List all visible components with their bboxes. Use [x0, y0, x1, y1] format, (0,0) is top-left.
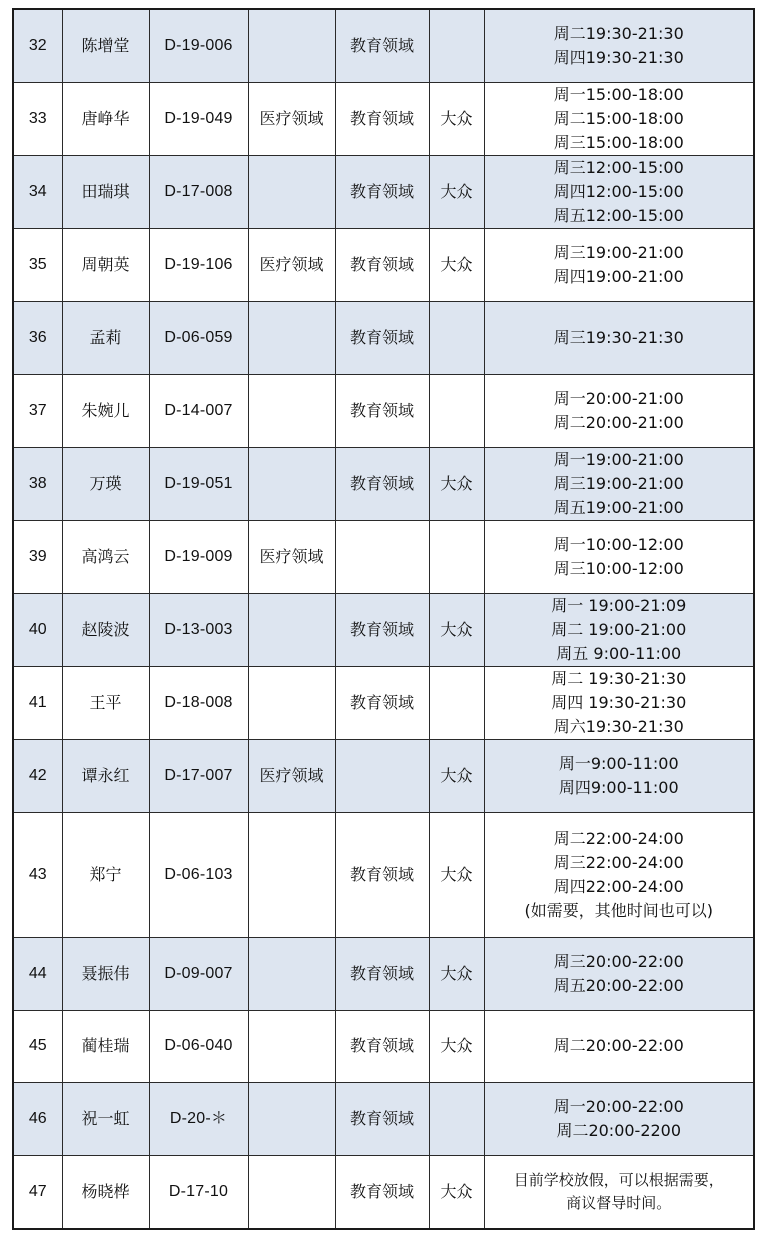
- public-field: 大众: [429, 82, 484, 155]
- supervisor-code: D-19-049: [149, 82, 248, 155]
- public-field: 大众: [429, 812, 484, 937]
- schedule-line: 周四19:00-21:00: [553, 266, 684, 286]
- supervisor-name: 聂振伟: [62, 937, 149, 1010]
- supervisor-name: 周朝英: [62, 228, 149, 301]
- schedule-note: 目前学校放假，可以根据需要，: [513, 1170, 724, 1189]
- schedule-line: 周六19:30-21:30: [553, 716, 684, 736]
- row-number: 32: [13, 9, 62, 82]
- schedule-line: 周二 19:00-21:00: [551, 619, 687, 639]
- medical-field: [248, 1155, 335, 1229]
- table-row: [13, 937, 754, 1010]
- medical-field: [248, 155, 335, 228]
- row-number: 41: [13, 666, 62, 739]
- schedule-line: 周四12:00-15:00: [553, 181, 684, 201]
- public-field: 大众: [429, 155, 484, 228]
- education-field: 教育领域: [335, 1082, 429, 1155]
- schedule-cell: [484, 593, 754, 666]
- supervisor-name: 唐峥华: [62, 82, 149, 155]
- schedule-line: 周一19:00-21:00: [553, 449, 684, 469]
- supervisor-code: D-17-10: [149, 1155, 248, 1229]
- medical-field: 医疗领域: [248, 228, 335, 301]
- schedule-line: 周三19:00-21:00: [553, 242, 684, 262]
- schedule-line: 周三12:00-15:00: [553, 157, 684, 177]
- supervisor-code: D-17-007: [149, 739, 248, 812]
- supervisor-name: 蔺桂瑞: [62, 1010, 149, 1082]
- row-number: 35: [13, 228, 62, 301]
- schedule-cell: [484, 301, 754, 374]
- public-field: [429, 9, 484, 82]
- schedule-line: 周一9:00-11:00: [558, 753, 679, 773]
- supervisor-name: 万瑛: [62, 447, 149, 520]
- public-field: [429, 1082, 484, 1155]
- supervisor-code: D-06-059: [149, 301, 248, 374]
- schedule-note: (如需要，其他时间也可以): [524, 900, 713, 920]
- public-field: 大众: [429, 1010, 484, 1082]
- public-field: 大众: [429, 447, 484, 520]
- education-field: 教育领域: [335, 228, 429, 301]
- schedule-line: 周四 19:30-21:30: [551, 692, 687, 712]
- row-number: 44: [13, 937, 62, 1010]
- schedule-line: 周四9:00-11:00: [558, 777, 679, 797]
- table-row: [13, 593, 754, 666]
- row-number: 39: [13, 520, 62, 593]
- supervisor-name: 祝一虹: [62, 1082, 149, 1155]
- table-row: [13, 155, 754, 228]
- education-field: 教育领域: [335, 937, 429, 1010]
- supervisor-name: 杨晓桦: [62, 1155, 149, 1229]
- education-field: [335, 739, 429, 812]
- supervisor-name: 田瑞琪: [62, 155, 149, 228]
- row-number: 40: [13, 593, 62, 666]
- supervisor-code: D-06-040: [149, 1010, 248, 1082]
- row-number: 38: [13, 447, 62, 520]
- medical-field: [248, 301, 335, 374]
- schedule-line: 周二 19:30-21:30: [551, 668, 687, 688]
- public-field: [429, 374, 484, 447]
- row-number: 43: [13, 812, 62, 937]
- medical-field: [248, 1010, 335, 1082]
- supervisor-name: 郑宁: [62, 812, 149, 937]
- row-number: 46: [13, 1082, 62, 1155]
- public-field: 大众: [429, 1155, 484, 1229]
- schedule-cell: [484, 1010, 754, 1082]
- table-row: [13, 1082, 754, 1155]
- supervisor-name: 高鸿云: [62, 520, 149, 593]
- schedule-line: 周二20:00-21:00: [553, 412, 684, 432]
- table-row: [13, 739, 754, 812]
- table-row: [13, 447, 754, 520]
- supervisor-code: D-19-006: [149, 9, 248, 82]
- medical-field: [248, 374, 335, 447]
- table-row: [13, 1010, 754, 1082]
- medical-field: [248, 593, 335, 666]
- schedule-line: 周四22:00-24:00: [553, 876, 684, 896]
- schedule-line: 周二15:00-18:00: [553, 108, 684, 128]
- education-field: 教育领域: [335, 82, 429, 155]
- schedule-cell: [484, 520, 754, 593]
- table-row: [13, 9, 754, 82]
- public-field: 大众: [429, 739, 484, 812]
- table-row: [13, 301, 754, 374]
- schedule-cell: [484, 374, 754, 447]
- education-field: 教育领域: [335, 666, 429, 739]
- education-field: 教育领域: [335, 812, 429, 937]
- row-number: 33: [13, 82, 62, 155]
- supervisor-schedule-table: [12, 8, 755, 1230]
- supervisor-name: 孟莉: [62, 301, 149, 374]
- schedule-line: 周四19:30-21:30: [553, 47, 684, 67]
- schedule-line: 周五20:00-22:00: [553, 975, 684, 995]
- schedule-cell: [484, 812, 754, 937]
- supervisor-code: D-19-051: [149, 447, 248, 520]
- public-field: 大众: [429, 228, 484, 301]
- schedule-cell: [484, 82, 754, 155]
- public-field: 大众: [429, 593, 484, 666]
- schedule-line: 周一20:00-22:00: [553, 1096, 684, 1116]
- schedule-cell: [484, 9, 754, 82]
- schedule-line: 周二20:00-22:00: [553, 1036, 684, 1055]
- table-row: [13, 1155, 754, 1229]
- medical-field: [248, 447, 335, 520]
- education-field: 教育领域: [335, 1010, 429, 1082]
- row-number: 45: [13, 1010, 62, 1082]
- schedule-line: 周一 19:00-21:09: [551, 595, 687, 615]
- schedule-line: 周三15:00-18:00: [553, 132, 684, 152]
- supervisor-code: D-19-106: [149, 228, 248, 301]
- schedule-line: 周三22:00-24:00: [553, 852, 684, 872]
- schedule-line: 周二19:30-21:30: [553, 23, 684, 43]
- schedule-cell: [484, 666, 754, 739]
- schedule-line: 周三19:30-21:30: [553, 327, 684, 347]
- medical-field: [248, 937, 335, 1010]
- row-number: 34: [13, 155, 62, 228]
- medical-field: 医疗领域: [248, 520, 335, 593]
- education-field: 教育领域: [335, 1155, 429, 1229]
- medical-field: 医疗领域: [248, 82, 335, 155]
- supervisor-name: 赵陵波: [62, 593, 149, 666]
- education-field: 教育领域: [335, 593, 429, 666]
- table-row: [13, 228, 754, 301]
- supervisor-code: D-20-＊: [149, 1082, 248, 1155]
- supervisor-name: 朱婉儿: [62, 374, 149, 447]
- schedule-line: 周一20:00-21:00: [553, 388, 684, 408]
- education-field: [335, 520, 429, 593]
- schedule-cell: [484, 1155, 754, 1229]
- schedule-note: 商议督导时间。: [566, 1193, 672, 1212]
- education-field: 教育领域: [335, 447, 429, 520]
- table-row: [13, 374, 754, 447]
- public-field: [429, 520, 484, 593]
- schedule-cell: [484, 155, 754, 228]
- supervisor-code: D-18-008: [149, 666, 248, 739]
- schedule-cell: [484, 937, 754, 1010]
- supervisor-name: 谭永红: [62, 739, 149, 812]
- medical-field: [248, 9, 335, 82]
- education-field: 教育领域: [335, 374, 429, 447]
- row-number: 36: [13, 301, 62, 374]
- schedule-line: 周三10:00-12:00: [553, 558, 684, 578]
- schedule-cell: [484, 1082, 754, 1155]
- schedule-line: 周五12:00-15:00: [553, 205, 684, 225]
- supervisor-code: D-06-103: [149, 812, 248, 937]
- medical-field: [248, 1082, 335, 1155]
- schedule-line: 周一15:00-18:00: [553, 84, 684, 104]
- row-number: 42: [13, 739, 62, 812]
- supervisor-name: 陈增堂: [62, 9, 149, 82]
- supervisor-code: D-13-003: [149, 593, 248, 666]
- medical-field: 医疗领域: [248, 739, 335, 812]
- schedule-line: 周二20:00-2200: [556, 1120, 682, 1140]
- row-number: 37: [13, 374, 62, 447]
- schedule-line: 周三19:00-21:00: [553, 473, 684, 493]
- public-field: [429, 301, 484, 374]
- medical-field: [248, 812, 335, 937]
- schedule-line: 周五19:00-21:00: [553, 497, 684, 517]
- medical-field: [248, 666, 335, 739]
- table-row: [13, 812, 754, 937]
- table-row: [13, 666, 754, 739]
- supervisor-code: D-09-007: [149, 937, 248, 1010]
- education-field: 教育领域: [335, 9, 429, 82]
- table-row: [13, 520, 754, 593]
- table-row: [13, 82, 754, 155]
- schedule-line: 周二22:00-24:00: [553, 828, 684, 848]
- supervisor-name: 王平: [62, 666, 149, 739]
- schedule-cell: [484, 447, 754, 520]
- row-number: 47: [13, 1155, 62, 1229]
- schedule-line: 周一10:00-12:00: [553, 534, 684, 554]
- schedule-line: 周三20:00-22:00: [553, 951, 684, 971]
- education-field: 教育领域: [335, 301, 429, 374]
- supervisor-code: D-14-007: [149, 374, 248, 447]
- supervisor-code: D-19-009: [149, 520, 248, 593]
- public-field: [429, 666, 484, 739]
- schedule-cell: [484, 739, 754, 812]
- schedule-cell: [484, 228, 754, 301]
- public-field: 大众: [429, 937, 484, 1010]
- education-field: 教育领域: [335, 155, 429, 228]
- supervisor-code: D-17-008: [149, 155, 248, 228]
- schedule-line: 周五 9:00-11:00: [556, 643, 682, 663]
